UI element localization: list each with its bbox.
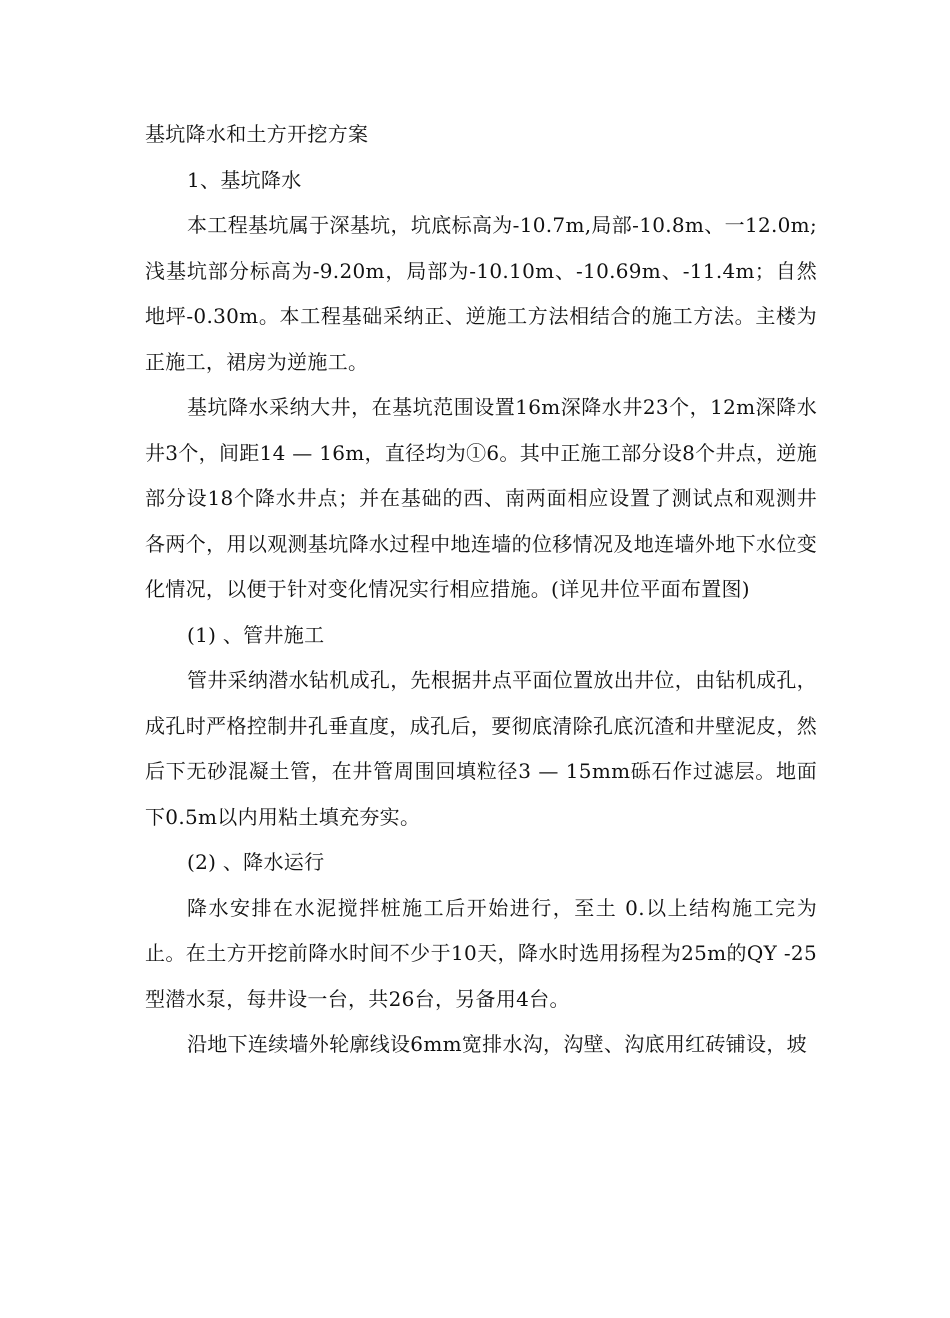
section-heading: 1、基坑降水 — [187, 167, 302, 192]
paragraph: 基坑降水采纳大井，在基坑范围设置16m深降水井23个，12m深降水井3个，间距14 — 16m，直径均为①6。其中正施工部分设8个井点，逆施部分设18个降水井点；并在基础的西、南两面相应设置了测试点和观测井各两个，用以观测基坑降水过程中地连墙的位移情况及地连墙外地下水位变化情况，以便于针对变化情况实行相应措施。(详见井位平面布置图) — [145, 395, 817, 601]
document-body — [145, 112, 817, 1068]
paragraph: 管井采纳潜水钻机成孔，先根据井点平面位置放出井位，由钻机成孔，成孔时严格控制井孔垂直度，成孔后，要彻底清除孔底沉渣和井壁泥皮，然后下无砂混凝土管，在井管周围回填粒径3 — 15mm砾石作过滤层。地面下0.5m以内用粘土填充夯实。 — [145, 668, 817, 829]
paragraph: 降水安排在水泥搅拌桩施工后开始进行，至土 0.以上结构施工完为止。在土方开挖前降水时间不少于10天，降水时选用扬程为25m的QY -25型潜水泵，每井设一台，共26台，另备用4台。 — [145, 895, 817, 1011]
document-title: 基坑降水和土方开挖方案 — [145, 122, 369, 146]
subsection-heading: (1) 、管井施工 — [187, 622, 325, 647]
subsection-heading: (2) 、降水运行 — [187, 850, 325, 874]
paragraph: 本工程基坑属于深基坑，坑底标高为-10.7m,局部-10.8m、一12.0m;浅基坑部分标高为-9.20m，局部为-10.10m、-10.69m、-11.4m；自然地坪-0.30m。本工程基础采纳正、逆施工方法相结合的施工方法。主楼为正施工，裙房为逆施工。 — [145, 213, 817, 374]
paragraph: 沿地下连续墙外轮廓线设6mm宽排水沟，沟壁、沟底用红砖铺设，坡 — [187, 1032, 807, 1056]
